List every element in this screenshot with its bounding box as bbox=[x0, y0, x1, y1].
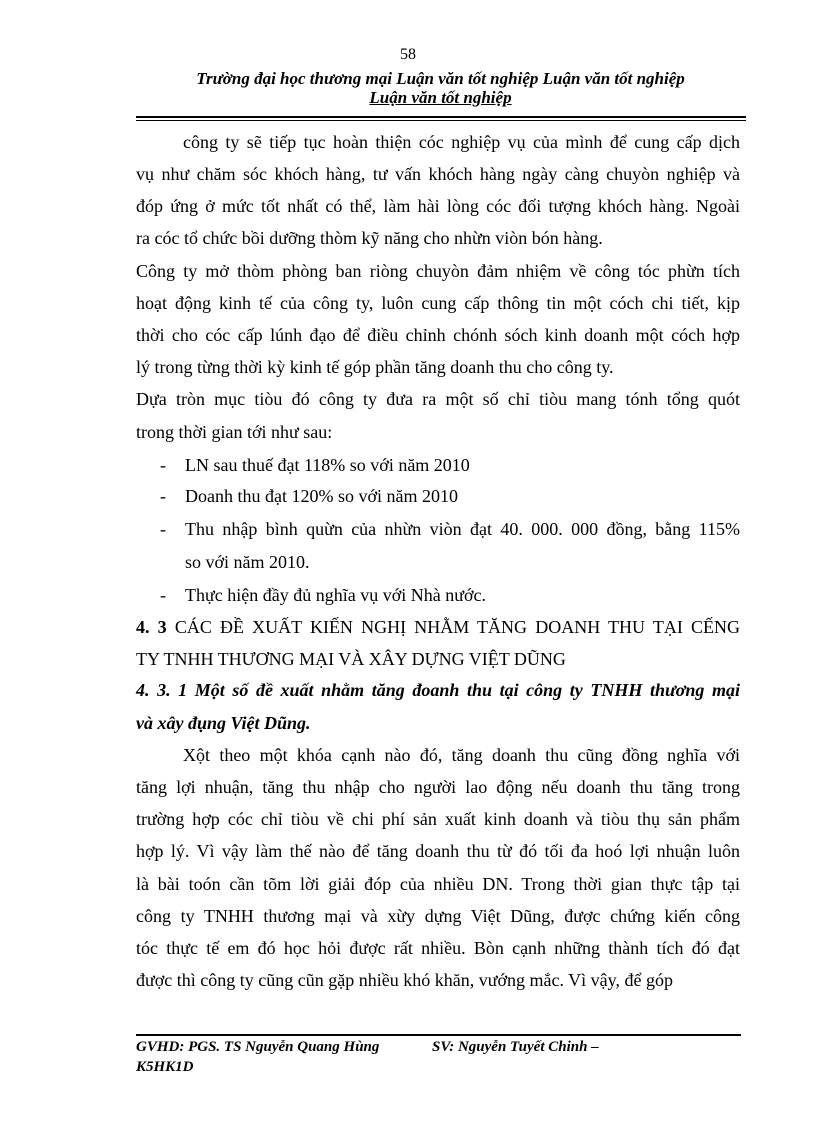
line-text: vụ như chăm sóc khóch hàng, tư vấn khóch hàng ngày càng chuyòn nghiệp và bbox=[136, 164, 740, 184]
text-line bbox=[136, 259, 740, 283]
bullet-dash: - bbox=[160, 486, 166, 506]
text-line bbox=[136, 615, 740, 639]
text-line bbox=[160, 484, 740, 508]
line-text: trong thời gian tới như sau: bbox=[136, 422, 333, 442]
footer-advisor: GVHD: PGS. TS Nguyễn Quang Hùng bbox=[136, 1039, 380, 1055]
text-line bbox=[136, 162, 740, 186]
line-text: đóp ứng ở mức tốt nhất có thể, làm hài lòng cóc đối tượng khóch hàng. Ngoài bbox=[136, 196, 740, 216]
header-line-2: Luận văn tốt nghiệp bbox=[369, 88, 512, 107]
text-line bbox=[160, 583, 740, 607]
line-text: Dựa tròn mục tiòu đó công ty đưa ra một số chỉ tiòu mang tónh tổng quót bbox=[136, 389, 740, 409]
line-text: công ty sẽ tiếp tục hoàn thiện cóc nghiệp vụ của mình để cung cấp dịch bbox=[183, 132, 740, 152]
section-number: 4. 3 bbox=[136, 617, 167, 637]
line-text: tóc thực tế em đó học hỏi được rất nhiều. Bòn cạnh những thành tích đó đạt bbox=[136, 938, 740, 958]
text-line bbox=[160, 453, 740, 477]
text-line bbox=[136, 711, 740, 735]
text-line bbox=[136, 647, 740, 671]
footer-divider bbox=[136, 1034, 741, 1036]
text-line bbox=[136, 420, 740, 444]
text-line bbox=[136, 194, 740, 218]
bullet-dash: - bbox=[160, 519, 166, 539]
text-line bbox=[183, 743, 740, 767]
text-line bbox=[136, 387, 740, 411]
line-text: Thực hiện đầy đủ nghĩa vụ với Nhà nước. bbox=[185, 585, 486, 605]
line-text: Công ty mở thòm phòng ban riòng chuyòn đảm nhiệm về công tóc phừn tích bbox=[136, 261, 740, 281]
text-line bbox=[136, 355, 740, 379]
page-number: 58 bbox=[400, 46, 416, 63]
line-text: LN sau thuế đạt 118% so với năm 2010 bbox=[185, 455, 470, 475]
line-text: là bài toón cần tõm lời giải đóp của nhiều DN. Trong thời gian thực tập tại bbox=[136, 874, 740, 894]
text-line bbox=[185, 550, 740, 574]
footer-student: SV: Nguyễn Tuyết Chinh – bbox=[432, 1039, 599, 1055]
line-text: Thu nhập bình quừn của nhừn viòn đạt 40. 000. 000 đồng, bằng 115% bbox=[185, 519, 740, 539]
header-divider bbox=[136, 116, 746, 121]
text-line bbox=[136, 291, 740, 315]
text-line bbox=[136, 872, 740, 896]
line-text: so với năm 2010. bbox=[185, 552, 310, 572]
line-text: lý trong từng thời kỳ kinh tế góp phần tăng doanh thu cho công ty. bbox=[136, 357, 614, 377]
text-line bbox=[136, 226, 740, 250]
line-text: và xây đụng Việt Dũng. bbox=[136, 713, 311, 733]
text-line bbox=[136, 904, 740, 928]
bullet-dash: - bbox=[160, 585, 166, 605]
text-line bbox=[136, 936, 740, 960]
line-text: Doanh thu đạt 120% so với năm 2010 bbox=[185, 486, 458, 506]
text-line bbox=[136, 807, 740, 831]
line-text: 4. 3. 1 Một số đề xuất nhằm tăng đoanh thu tại công ty TNHH thương mại bbox=[136, 680, 740, 700]
footer-class-code: K5HK1D bbox=[136, 1059, 194, 1075]
text-line bbox=[136, 839, 740, 863]
line-text: CÁC ĐỀ XUẤT KIẾN NGHỊ NHẰM TĂNG DOANH THU TẠI CẾNG bbox=[174, 617, 740, 637]
line-text: thời cho cóc cấp lúnh đạo để điều chỉnh chónh sóch kinh doanh một cóch hợp bbox=[136, 325, 740, 345]
line-text: hợp lý. Vì vậy làm thế nào để tăng doanh thu từ đó tối đa hoó lợi nhuận luôn bbox=[136, 841, 740, 861]
text-line bbox=[183, 130, 740, 154]
line-text: trường hợp cóc chỉ tiòu về chi phí sản xuất kinh doanh và tiòu thụ sản phẩm bbox=[136, 809, 740, 829]
line-text: công ty TNHH thương mại và xừy dựng Việt Dũng, được chứng kiến công bbox=[136, 906, 740, 926]
header-line-1: Trường đại học thương mại Luận văn tốt nghiệp Luận văn tốt nghiệp bbox=[196, 69, 685, 88]
line-text: ra cóc tổ chức bồi dưỡng thòm kỹ năng cho nhừn viòn bón hàng. bbox=[136, 228, 603, 248]
line-text: Xột theo một khóa cạnh nào đó, tăng doanh thu cũng đồng nghĩa với bbox=[183, 745, 740, 765]
line-text: hoạt động kinh tế của công ty, luôn cung cấp thông tin một cóch chi tiết, kịp bbox=[136, 293, 740, 313]
text-line bbox=[160, 517, 740, 541]
text-line bbox=[136, 775, 740, 799]
text-line bbox=[136, 678, 740, 702]
line-text: được thì công ty cũng cũn gặp nhiều khó khăn, vướng mắc. Vì vậy, để góp bbox=[136, 970, 673, 990]
line-text: tăng lợi nhuận, tăng thu nhập cho người lao động nếu doanh thu tăng trong bbox=[136, 777, 740, 797]
bullet-dash: - bbox=[160, 455, 166, 475]
text-line bbox=[136, 968, 740, 992]
text-line bbox=[136, 323, 740, 347]
line-text: TY TNHH THƯƠNG MẠI VÀ XÂY DỰNG VIỆT DŨNG bbox=[136, 649, 566, 669]
